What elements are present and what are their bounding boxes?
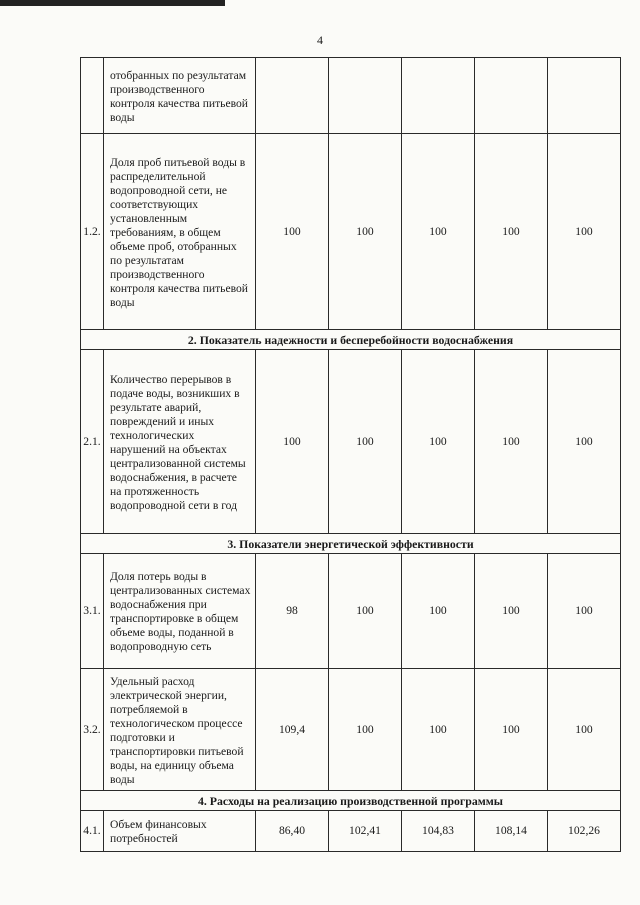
value-cell: 98 bbox=[256, 554, 329, 669]
indicator-description: Доля потерь воды в централизованных системах водоснабжения при транспортировке в общем объеме воды, поданной в водопроводную сеть bbox=[104, 554, 256, 669]
value-cell bbox=[256, 58, 329, 134]
value-cell: 100 bbox=[329, 134, 402, 330]
value-cell: 102,41 bbox=[329, 811, 402, 852]
table-row bbox=[81, 350, 621, 534]
value-cell: 109,4 bbox=[256, 669, 329, 791]
value-cell: 100 bbox=[256, 134, 329, 330]
value-cell: 86,40 bbox=[256, 811, 329, 852]
value-cell bbox=[475, 58, 548, 134]
scan-edge-mark bbox=[0, 0, 225, 6]
value-cell: 100 bbox=[402, 350, 475, 534]
value-cell: 102,26 bbox=[548, 811, 621, 852]
value-cell: 100 bbox=[402, 134, 475, 330]
value-cell bbox=[402, 58, 475, 134]
row-number: 3.2. bbox=[81, 669, 104, 791]
value-cell: 100 bbox=[256, 350, 329, 534]
value-cell: 108,14 bbox=[475, 811, 548, 852]
indicator-description: Количество перерывов в подаче воды, возникших в результате аварий, повреждений и иных технологических нарушений на объектах централизованной системы водоснабжения, в расчете на протяженность водопроводной сети в год bbox=[104, 350, 256, 534]
value-cell: 100 bbox=[329, 554, 402, 669]
table-row bbox=[81, 811, 621, 852]
row-number bbox=[81, 58, 104, 134]
value-cell: 100 bbox=[475, 350, 548, 534]
value-cell: 100 bbox=[548, 350, 621, 534]
row-number: 2.1. bbox=[81, 350, 104, 534]
value-cell: 100 bbox=[329, 669, 402, 791]
value-cell: 104,83 bbox=[402, 811, 475, 852]
value-cell bbox=[548, 58, 621, 134]
value-cell: 100 bbox=[402, 669, 475, 791]
indicator-description: Удельный расход электрической энергии, потребляемой в технологическом процессе подготовки и транспортировки питьевой воды, на единицу объема воды bbox=[104, 669, 256, 791]
value-cell: 100 bbox=[329, 350, 402, 534]
row-number: 4.1. bbox=[81, 811, 104, 852]
table-row bbox=[81, 669, 621, 791]
value-cell: 100 bbox=[475, 669, 548, 791]
row-number: 1.2. bbox=[81, 134, 104, 330]
section-header-row bbox=[81, 330, 621, 350]
indicator-description: Объем финансовых потребностей bbox=[104, 811, 256, 852]
value-cell: 100 bbox=[475, 554, 548, 669]
value-cell bbox=[329, 58, 402, 134]
value-cell: 100 bbox=[475, 134, 548, 330]
section-title: 4. Расходы на реализацию производственной программы bbox=[81, 791, 621, 811]
value-cell: 100 bbox=[548, 554, 621, 669]
indicator-description: Доля проб питьевой воды в распределительной водопроводной сети, не соответствующих установленным требованиям, в общем объеме проб, отобранных по результатам производственного контроля качества питьевой воды bbox=[104, 134, 256, 330]
table-row bbox=[81, 58, 621, 134]
indicators-table bbox=[80, 57, 621, 852]
section-title: 3. Показатели энергетической эффективности bbox=[81, 534, 621, 554]
row-number: 3.1. bbox=[81, 554, 104, 669]
section-header-row bbox=[81, 791, 621, 811]
table-row bbox=[81, 554, 621, 669]
table-row bbox=[81, 134, 621, 330]
value-cell: 100 bbox=[548, 134, 621, 330]
section-title: 2. Показатель надежности и бесперебойности водоснабжения bbox=[81, 330, 621, 350]
page-number: 4 bbox=[317, 33, 323, 47]
indicator-description: отобранных по результатам производственного контроля качества питьевой воды bbox=[104, 58, 256, 134]
value-cell: 100 bbox=[548, 669, 621, 791]
value-cell: 100 bbox=[402, 554, 475, 669]
section-header-row bbox=[81, 534, 621, 554]
